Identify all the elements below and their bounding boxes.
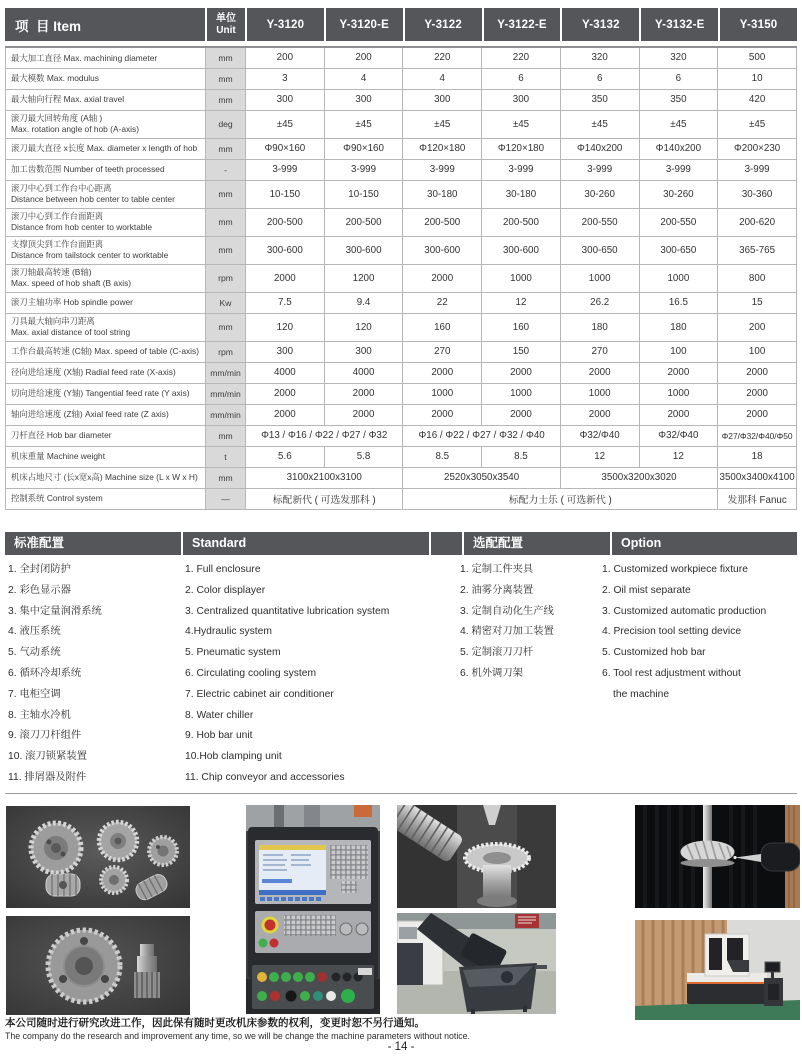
- value-cell: Φ90×160: [324, 138, 403, 159]
- value-cell: 300: [246, 89, 325, 110]
- value-cell: 160: [403, 313, 482, 341]
- gear-measurement-probe-photo: [635, 805, 800, 908]
- list-item: 4.Hydraulic system: [185, 626, 272, 638]
- value-cell: 10-150: [324, 180, 403, 208]
- label-en: Max. axial distance of tool string: [11, 327, 131, 337]
- value-cell: 200-500: [324, 208, 403, 236]
- value-cell: 200: [246, 47, 325, 68]
- value-cell: 300-600: [246, 236, 325, 264]
- value-cell: 200-550: [560, 208, 639, 236]
- value-cell: 150: [482, 341, 561, 362]
- value-cell: 2000: [482, 362, 561, 383]
- list-item: 9. 滚刀刀杆组件: [8, 730, 82, 742]
- list-item: 6. Tool rest adjustment without: [602, 667, 741, 679]
- gears-group-photo: [6, 806, 190, 908]
- value-cell: 200-550: [639, 208, 718, 236]
- spec-row-label: [6, 264, 206, 292]
- value-cell: 220: [403, 47, 482, 68]
- value-cell: 270: [403, 341, 482, 362]
- value-cell: 270: [560, 341, 639, 362]
- list-item: 2. Color displayer: [185, 584, 266, 596]
- option-list-en: [602, 560, 766, 706]
- label-zh: 滚刀中心到工作台面距离: [11, 210, 104, 221]
- value-cell: 350: [560, 89, 639, 110]
- spec-row: [6, 383, 797, 404]
- list-item: 1. Full enclosure: [185, 564, 261, 575]
- header-spacer: [431, 532, 462, 555]
- value-cell: Φ32/Φ40: [560, 425, 639, 446]
- value-cell: 2000: [560, 404, 639, 425]
- value-cell: 8.5: [403, 446, 482, 467]
- value-cell: 300-650: [639, 236, 718, 264]
- value-cell: 6: [482, 68, 561, 89]
- value-cell: 365-765: [718, 236, 797, 264]
- value-cell: 2000: [718, 362, 797, 383]
- value-cell: 200-500: [403, 208, 482, 236]
- value-cell: 320: [560, 47, 639, 68]
- value-cell: 200-500: [246, 208, 325, 236]
- value-cell: 3-999: [403, 159, 482, 180]
- value-cell: 120: [246, 313, 325, 341]
- unit-cell: mm: [206, 236, 246, 264]
- value-cell: 300: [246, 341, 325, 362]
- list-item: 7. 电柜空调: [8, 688, 61, 700]
- spec-row-label: 切向进给速度 (Y轴) Tangential feed rate (Y axis): [6, 383, 206, 404]
- value-cell: Φ200×230: [718, 138, 797, 159]
- spec-row-label: 最大轴向行程 Max. axial travel: [6, 89, 206, 110]
- model-column-header: Y-3122: [403, 8, 482, 41]
- list-item: 5. Customized hob bar: [602, 647, 706, 659]
- chip-conveyor-photo: [397, 913, 556, 1014]
- value-cell: Φ13 / Φ16 / Φ22 / Φ27 / Φ32: [246, 425, 403, 446]
- list-item: 6. 循环冷却系统: [8, 667, 82, 679]
- unit-cell: Kw: [206, 292, 246, 313]
- value-cell: 2000: [403, 264, 482, 292]
- list-item: 4. 精密对刀加工装置: [460, 626, 554, 638]
- value-cell: 350: [639, 89, 718, 110]
- spec-row: [6, 446, 797, 467]
- unit-cell: rpm: [206, 264, 246, 292]
- value-cell: 18: [718, 446, 797, 467]
- spec-row-label: 加工齿数范围 Number of teeth processed: [6, 159, 206, 180]
- value-cell: 2520x3050x3540: [403, 467, 560, 488]
- model-column-header: Y-3120: [245, 8, 324, 41]
- list-item: 1. Customized workpiece fixture: [602, 564, 748, 575]
- label-en: Distance from hob center to worktable: [11, 222, 153, 232]
- value-cell: 30-360: [718, 180, 797, 208]
- value-cell: 4: [403, 68, 482, 89]
- value-cell: 6: [639, 68, 718, 89]
- spec-row: [6, 138, 797, 159]
- value-cell: 2000: [718, 404, 797, 425]
- list-item: 4. 液压系统: [8, 626, 61, 638]
- section-divider: [5, 793, 797, 794]
- gear-and-shaft-photo: [6, 916, 190, 1015]
- spec-row: [6, 159, 797, 180]
- list-item: 11. 排屑器及附件: [8, 771, 87, 783]
- value-cell: 300: [324, 89, 403, 110]
- standard-list-en: [185, 560, 389, 789]
- list-item: 5. 定制滚刀刀杆: [460, 647, 534, 659]
- value-cell: 12: [560, 446, 639, 467]
- spec-row: [6, 264, 797, 292]
- value-cell: 1000: [639, 383, 718, 404]
- list-item: 1. 定制工件夹具: [460, 564, 534, 575]
- value-cell: 8.5: [482, 446, 561, 467]
- value-cell: 3100x2100x3100: [246, 467, 403, 488]
- spec-row-label: 最大模数 Max. modulus: [6, 68, 206, 89]
- spec-row: [6, 292, 797, 313]
- value-cell: 420: [718, 89, 797, 110]
- spec-row: [6, 313, 797, 341]
- unit-cell: mm: [206, 47, 246, 68]
- value-cell: 10-150: [246, 180, 325, 208]
- value-cell: 300: [324, 341, 403, 362]
- list-item: the machine: [613, 688, 670, 700]
- value-cell: 1000: [482, 383, 561, 404]
- unit-cell: mm/min: [206, 362, 246, 383]
- value-cell: 5.6: [246, 446, 325, 467]
- value-cell: 3-999: [482, 159, 561, 180]
- spec-row: [6, 488, 797, 509]
- unit-cell: mm: [206, 138, 246, 159]
- spec-row-label: 轴向进给速度 (Z轴) Axial feed rate (Z axis): [6, 404, 206, 425]
- label-zh: 滚刀最大回转角度 (A轴 ): [11, 112, 103, 123]
- value-cell: 2000: [718, 383, 797, 404]
- unit-cell: rpm: [206, 341, 246, 362]
- label-en: Distance between hob center to table center: [11, 194, 175, 204]
- value-cell: 3-999: [560, 159, 639, 180]
- spec-row-label: 工作台最高转速 (C轴) Max. speed of table (C-axis): [6, 341, 206, 362]
- cnc-control-panel-photo: [246, 805, 380, 1014]
- value-cell: 2000: [246, 264, 325, 292]
- value-cell: 300-600: [403, 236, 482, 264]
- spec-row: [6, 89, 797, 110]
- value-cell: Φ16 / Φ22 / Φ27 / Φ32 / Φ40: [403, 425, 560, 446]
- option-list-zh: [460, 560, 554, 685]
- option-title-zh: 选配配置: [464, 532, 610, 555]
- list-item: 6. 机外调刀架: [460, 667, 523, 679]
- unit-cell: -: [206, 159, 246, 180]
- value-cell: Φ27/Φ32/Φ40/Φ50: [718, 425, 797, 446]
- spec-row: [6, 404, 797, 425]
- value-cell: 3-999: [639, 159, 718, 180]
- list-item: 1. 全封闭防护: [8, 564, 71, 575]
- unit-cell: mm: [206, 89, 246, 110]
- label-zh: 刀具最大轴向串刀距离: [11, 315, 95, 326]
- value-cell: 120: [324, 313, 403, 341]
- list-item: 2. Oil mist separate: [602, 584, 691, 596]
- config-section-header: [5, 532, 797, 555]
- value-cell: 26.2: [560, 292, 639, 313]
- value-cell: ±45: [560, 110, 639, 138]
- value-cell: 9.4: [324, 292, 403, 313]
- value-cell: ±45: [482, 110, 561, 138]
- unit-cell: —: [206, 488, 246, 509]
- spec-row-label: 刀杆直径 Hob bar diameter: [6, 425, 206, 446]
- model-column-header: Y-3132: [560, 8, 639, 41]
- unit-cell: mm/min: [206, 383, 246, 404]
- value-cell: 200: [718, 313, 797, 341]
- label-en: Distance from tailstock center to worktable: [11, 250, 169, 260]
- list-item: 5. 气动系统: [8, 647, 61, 659]
- value-cell: ±45: [718, 110, 797, 138]
- value-cell: 7.5: [246, 292, 325, 313]
- value-cell: 6: [560, 68, 639, 89]
- spec-row-label: 滚刀最大直径 x长度 Max. diameter x length of hob: [6, 138, 206, 159]
- value-cell: 300: [482, 89, 561, 110]
- label-zh: 滚刀轴最高转速 (B轴): [11, 266, 92, 277]
- value-cell: 30-260: [639, 180, 718, 208]
- unit-cell: mm: [206, 180, 246, 208]
- list-item: 4. Precision tool setting device: [602, 626, 742, 638]
- list-item: 3. Centralized quantitative lubrication system: [185, 605, 390, 617]
- spec-row: [6, 47, 797, 68]
- value-cell: 12: [639, 446, 718, 467]
- value-cell: ±45: [403, 110, 482, 138]
- value-cell: 220: [482, 47, 561, 68]
- value-cell: Φ90×160: [246, 138, 325, 159]
- option-title-en: Option: [612, 532, 797, 555]
- value-cell: 300-600: [482, 236, 561, 264]
- spec-row-label: [6, 208, 206, 236]
- spec-row-label: 机床重量 Machine weight: [6, 446, 206, 467]
- list-item: 2. 彩色显示器: [8, 584, 71, 596]
- value-cell: 1000: [560, 264, 639, 292]
- value-cell: 100: [718, 341, 797, 362]
- spec-row-label: [6, 313, 206, 341]
- value-cell: 1000: [482, 264, 561, 292]
- value-cell: 2000: [482, 404, 561, 425]
- value-cell: 100: [639, 341, 718, 362]
- value-cell: Φ32/Φ40: [639, 425, 718, 446]
- value-cell: 3-999: [718, 159, 797, 180]
- spec-row-label: [6, 180, 206, 208]
- unit-cell: mm: [206, 68, 246, 89]
- list-item: 8. Water chiller: [185, 709, 254, 721]
- list-item: 9. Hob bar unit: [185, 730, 253, 742]
- list-item: 3. 定制自动化生产线: [460, 605, 554, 617]
- spec-row: [6, 467, 797, 488]
- value-cell: 2000: [403, 362, 482, 383]
- value-cell: 4000: [324, 362, 403, 383]
- label-en: Max. speed of hob shaft (B axis): [11, 278, 132, 288]
- list-item: 3. Customized automatic production: [602, 605, 767, 617]
- value-cell: 5.8: [324, 446, 403, 467]
- spec-table: [5, 46, 797, 510]
- spec-row: [6, 208, 797, 236]
- value-cell: 1000: [639, 264, 718, 292]
- value-cell: 4000: [246, 362, 325, 383]
- label-en: Max. rotation angle of hob (A-axis): [11, 124, 140, 134]
- unit-cell: t: [206, 446, 246, 467]
- footer-note-zh: 本公司随时进行研究改进工作，因此保有随时更改机床参数的权利，变更时恕不另行通知。: [5, 1017, 425, 1029]
- value-cell: Φ120×180: [403, 138, 482, 159]
- value-cell: 15: [718, 292, 797, 313]
- model-column-header: Y-3132-E: [639, 8, 718, 41]
- value-cell: 300-650: [560, 236, 639, 264]
- spec-row: [6, 362, 797, 383]
- value-cell: ±45: [246, 110, 325, 138]
- value-cell: 320: [639, 47, 718, 68]
- value-cell: 4: [324, 68, 403, 89]
- label-zh: 滚刀中心到工作台中心距离: [11, 182, 112, 193]
- value-cell: 3-999: [324, 159, 403, 180]
- footer-note-en: The company do the research and improvement any time, so we will be change the machine parameters without notice.: [5, 1031, 471, 1041]
- standard-list-zh: [8, 560, 102, 789]
- spec-row: [6, 341, 797, 362]
- gear-measuring-machine-photo: [635, 920, 800, 1020]
- value-cell: 2000: [639, 362, 718, 383]
- spec-table-header: [5, 8, 797, 41]
- value-cell: 2000: [403, 404, 482, 425]
- unit-label-en: Unit: [216, 24, 236, 36]
- value-cell: 2000: [324, 404, 403, 425]
- spec-row: [6, 110, 797, 138]
- spec-row-label: 滚刀主轴功率 Hob spindle power: [6, 292, 206, 313]
- value-cell: 30-180: [403, 180, 482, 208]
- value-cell: 30-180: [482, 180, 561, 208]
- list-item: 3. 集中定量润滑系统: [8, 605, 102, 617]
- list-item: 10. 滚刀锁紧装置: [8, 751, 87, 763]
- unit-cell: mm: [206, 313, 246, 341]
- value-cell: 10: [718, 68, 797, 89]
- spec-row: [6, 425, 797, 446]
- spec-row-label: [6, 236, 206, 264]
- value-cell: 1000: [560, 383, 639, 404]
- list-item: 7. Electric cabinet air conditioner: [185, 688, 334, 700]
- standard-title-en: Standard: [183, 532, 429, 555]
- model-column-header: Y-3120-E: [324, 8, 403, 41]
- list-item: 11. Chip conveyor and accessories: [185, 771, 345, 783]
- model-column-header: Y-3150: [718, 8, 797, 41]
- value-cell: 2000: [246, 383, 325, 404]
- value-cell: 3: [246, 68, 325, 89]
- list-item: 10.Hob clamping unit: [185, 751, 282, 763]
- value-cell: 200-620: [718, 208, 797, 236]
- standard-title-zh: 标准配置: [5, 532, 181, 555]
- unit-cell: deg: [206, 110, 246, 138]
- value-cell: 30-260: [560, 180, 639, 208]
- spec-row-label: [6, 110, 206, 138]
- value-cell: 16.5: [639, 292, 718, 313]
- list-item: 6. Circulating cooling system: [185, 667, 317, 679]
- spec-row-label: 控制系统 Control system: [6, 488, 206, 509]
- unit-label-zh: 单位: [216, 13, 236, 25]
- value-cell: 160: [482, 313, 561, 341]
- value-cell: 800: [718, 264, 797, 292]
- spec-row-label: 径向进给速度 (X轴) Radial feed rate (X-axis): [6, 362, 206, 383]
- value-cell: 22: [403, 292, 482, 313]
- list-item: 8. 主轴水冷机: [8, 709, 71, 721]
- value-cell: 3500x3200x3020: [560, 467, 717, 488]
- value-cell: 1200: [324, 264, 403, 292]
- label-zh: 支撑顶尖到工作台面距离: [11, 238, 104, 249]
- value-cell: 180: [639, 313, 718, 341]
- spec-row-label: 机床占地尺寸 (长x宽x高) Machine size (L x W x H): [6, 467, 206, 488]
- value-cell: 500: [718, 47, 797, 68]
- spec-row-label: 最大加工直径 Max. machining diameter: [6, 47, 206, 68]
- value-cell: 12: [482, 292, 561, 313]
- list-item: 5. Pneumatic system: [185, 647, 281, 659]
- value-cell: 3500x3400x4100: [718, 467, 797, 488]
- value-cell: 1000: [403, 383, 482, 404]
- value-cell: 200: [324, 47, 403, 68]
- page-number: - 14 -: [387, 1041, 415, 1053]
- value-cell: 标配新代 ( 可选发那科 ): [246, 488, 403, 509]
- spec-header-unit: [205, 8, 245, 41]
- list-item: 2. 油雾分离装置: [460, 584, 534, 596]
- spec-row: [6, 180, 797, 208]
- value-cell: Φ120×180: [482, 138, 561, 159]
- value-cell: 300-600: [324, 236, 403, 264]
- value-cell: ±45: [324, 110, 403, 138]
- value-cell: ±45: [639, 110, 718, 138]
- value-cell: 300: [403, 89, 482, 110]
- spec-row: [6, 236, 797, 264]
- value-cell: 2000: [639, 404, 718, 425]
- value-cell: 200-500: [482, 208, 561, 236]
- gear-hobbing-closeup-photo: [397, 805, 556, 908]
- value-cell: 180: [560, 313, 639, 341]
- value-cell: 3-999: [246, 159, 325, 180]
- value-cell: 标配力士乐 ( 可选新代 ): [403, 488, 718, 509]
- value-cell: Φ140x200: [639, 138, 718, 159]
- model-column-header: Y-3122-E: [482, 8, 561, 41]
- value-cell: 发那科 Fanuc: [718, 488, 797, 509]
- unit-cell: mm/min: [206, 404, 246, 425]
- value-cell: 2000: [560, 362, 639, 383]
- spec-header-item: 项 目 Item: [15, 18, 82, 34]
- unit-cell: mm: [206, 425, 246, 446]
- value-cell: Φ140x200: [560, 138, 639, 159]
- unit-cell: mm: [206, 208, 246, 236]
- value-cell: 2000: [324, 383, 403, 404]
- unit-cell: mm: [206, 467, 246, 488]
- spec-row: [6, 68, 797, 89]
- value-cell: 2000: [246, 404, 325, 425]
